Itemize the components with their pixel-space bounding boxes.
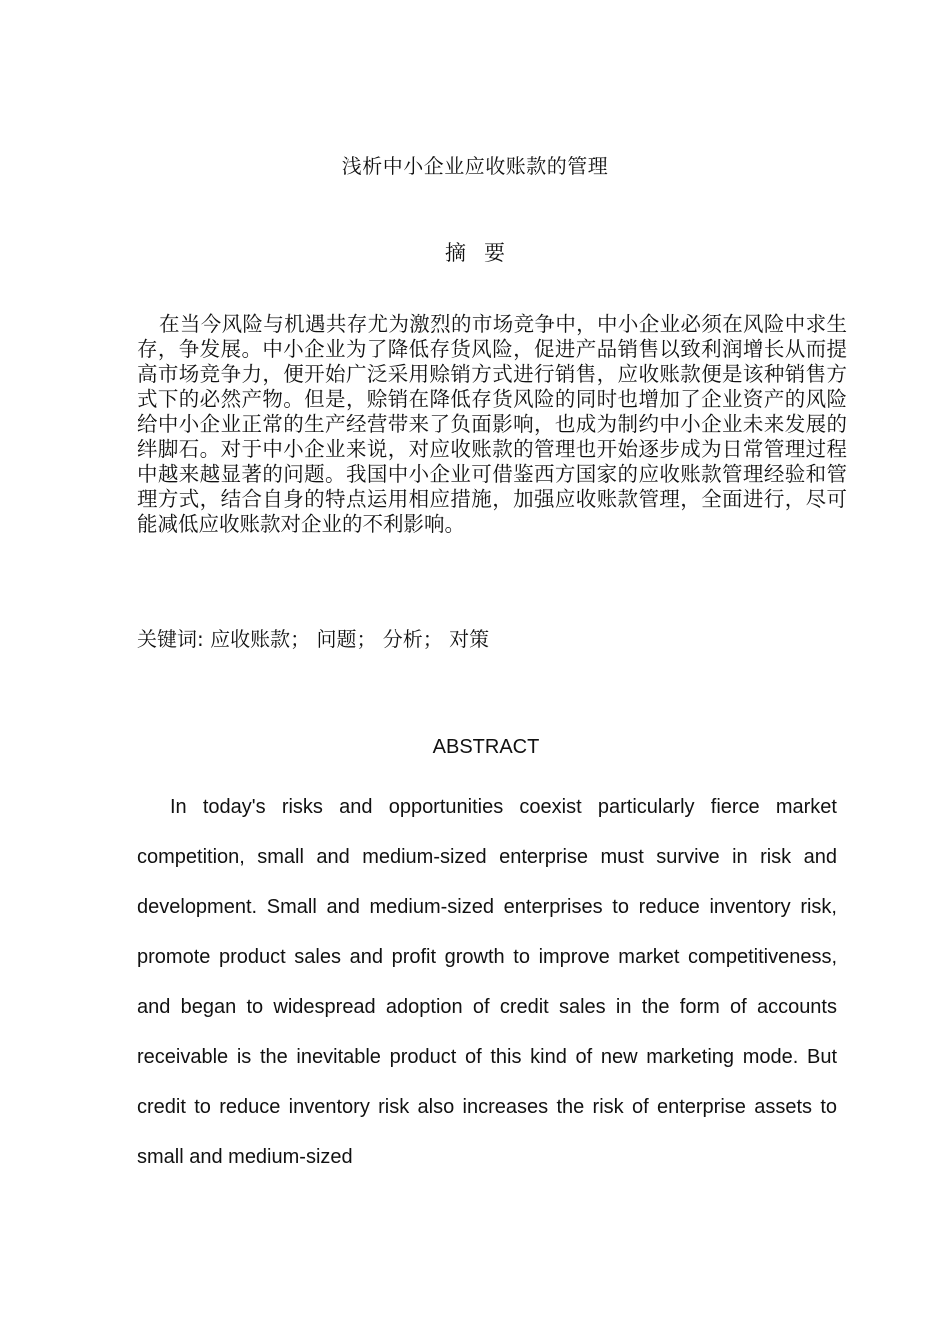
abstract-body-chinese: 在当今风险与机遇共存尤为激烈的市场竞争中，中小企业必须在风险中求生存，争发展。中小企业为了降低存货风险，促进产品销售以致利润增长从而提高市场竞争力，便开始广泛采用赊销方式进行销售，应收账款便是该种销售方式下的必然产物。但是，赊销在降低存货风险的同时也增加了企业资产的风险给中小企业正常的生产经营带来了负面影响，也成为制约中小企业未来发展的绊脚石。对于中小企业来说，对应收账款的管理也开始逐步成为日常管理过程中越来越显著的问题。我国中小企业可借鉴西方国家的应收账款管理经验和管理方式，结合自身的特点运用相应措施，加强应收账款管理，全面进行，尽可能减低应收账款对企业的不利影响。: [137, 312, 847, 536]
abstract-body-english: In today's risks and opportunities coexist particularly fierce market competition, small and medium-sized enterprise must survive in risk and development. Small and medium-sized enterprises to reduce inventory risk, promote product sales and profit growth to improve market competitiveness, and began to widespread adoption of credit sales in the form of accounts receivable is the inevitable product of this kind of new marketing mode. But credit to reduce inventory risk also increases the risk of enterprise assets to small and medium-sized: [137, 796, 837, 1168]
page-title: 浅析中小企业应收账款的管理: [341, 154, 609, 178]
abstract-heading-english: ABSTRACT: [432, 736, 540, 758]
keywords-line: 关键词: 应收账款； 问题； 分析； 对策: [137, 627, 490, 651]
abstract-heading-chinese: 摘要: [445, 241, 523, 265]
